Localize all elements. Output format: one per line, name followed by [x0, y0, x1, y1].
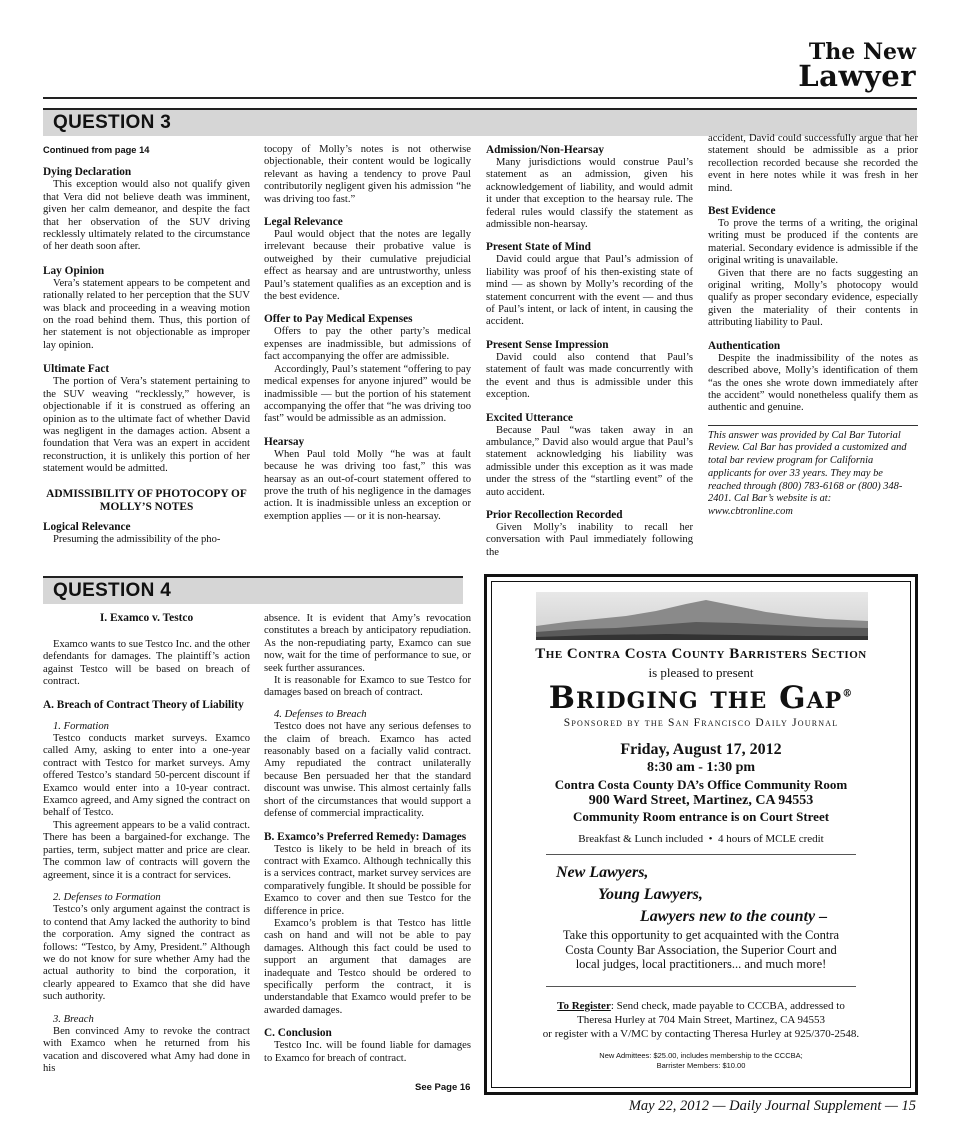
bridging-the-gap-ad	[484, 574, 918, 1095]
heading-excited-utterance: Excited Utterance	[486, 411, 573, 424]
paragraph: Because Paul “was taken away in an ambulance,” David also would argue that Paul’s statement acknowledging his liability was admissible under this exception as it was made under the stress of the “startling event” of the auto accident.	[486, 424, 693, 498]
ad-fee-members: Barrister Members: $10.00	[656, 1061, 746, 1070]
paragraph: This agreement appears to be a valid contract. There has been a bargained-for exchange. The parties, term, subject matter and price are clear. The common law of contracts will govern the agreement, since it is a contract for services.	[43, 819, 250, 881]
ad-included: Breakfast & Lunch included • 4 hours of MCLE credit	[578, 833, 824, 845]
ad-tagline-1: New Lawyers,	[556, 864, 649, 881]
question-4-title: QUESTION 4	[53, 580, 172, 601]
paragraph: Ben convinced Amy to revoke the contract with Examco when he returned from his vacation and discovered what Amy had done in his	[43, 1025, 250, 1075]
heading-authentication: Authentication	[708, 339, 781, 352]
paragraph: Examco’s problem is that Testco has little cash on hand and will not be able to pay damages. Although this fact could be used to support an argument that damages are inadequate and Testco should be ordered to specifically perform the contract, it is understandable that Examco would prefer to be awarded damages.	[264, 917, 471, 1016]
ad-event-name: Bridging the Gap	[548, 680, 843, 716]
paragraph: Testco’s only argument against the contract is to contend that Amy lacked the authority to bind the corporation. Amy signed the contract as follows: “Testco, by Amy, President.” Although we do not know for sure whether Amy had the actual authority to bind the corporation, it clearly appeared to Examco that she did have such authority.	[43, 904, 250, 1003]
paragraph: Accordingly, Paul’s statement “offering to pay medical expenses for anyone injured” would be inadmissible — but the portion of his statement accompanying the offer that “he was driving too fast” would be admissible as an admission.	[264, 363, 471, 425]
paragraph: Despite the inadmissibility of the notes as described above, Molly’s identification of them “as the ones she wrote down immediately after the accident” would nonetheless qualify them as authentic and genuine.	[708, 352, 918, 414]
heading-conclusion: C. Conclusion	[264, 1027, 332, 1040]
masthead-line2: Lawyer	[798, 58, 916, 93]
paragraph: When Paul told Molly “he was at fault because he was driving too fast,” this was hearsay as an out-of-court statement offered to prove the truth of his negligence in the damages action. It is inadmissible unless an exception or exemption applies — or it is non-hearsay.	[264, 448, 471, 522]
paragraph: Paul would object that the notes are legally irrelevant because their probative value is outweighed by their cumulative prejudicial effect as hearsay and are untrustworthy, unless Paul’s statement qualifies as an exception and is the best evidence.	[264, 229, 471, 303]
paragraph: David could also contend that Paul’s statement of fault was made concurrently with the event and thus is admissible under this exception.	[486, 351, 693, 401]
heading-defenses-to-formation: 2. Defenses to Formation	[53, 891, 161, 903]
paragraph: tocopy of Molly’s notes is not otherwise objectionable, their content would be logically relevant as having a tendency to prove Paul contributorily negligent given his admission “he was driving too fast.”	[264, 144, 471, 205]
heading-hearsay: Hearsay	[264, 435, 305, 448]
q3-column-3	[486, 144, 693, 559]
ad-venue: Contra Costa County DA’s Office Community Room	[554, 777, 848, 792]
heading-breach-theory: A. Breach of Contract Theory of Liability	[43, 698, 244, 711]
paragraph: Testco is likely to be held in breach of its contract with Examco. Although technically this is a services contract, market survey services are comparatively fungible. It should be possible for Examco to cover and then sue Testco for the difference in price.	[264, 843, 471, 917]
ad-inner-border	[491, 581, 911, 1088]
tutorial-credit: This answer was provided by Cal Bar Tutorial Review. Cal Bar has provided a customized and total bar review program for California applicants for over 33 years. They may be reached through (800) 783-6168 or (800) 348-2401. Cal Bar’s website is at: www.cbtronline.com	[708, 425, 918, 519]
masthead	[798, 39, 916, 93]
paragraph: To prove the terms of a writing, the original writing must be produced if the contents are material. Secondary evidence is admissible if the original writing is unavailable.	[708, 218, 918, 267]
heading-lay-opinion: Lay Opinion	[43, 264, 105, 277]
registered-mark: ®	[842, 688, 854, 700]
ad-sponsor: Sponsored by the San Francisco Daily Journal	[563, 717, 839, 729]
masthead-rule	[43, 97, 917, 99]
q3-column-4	[708, 133, 918, 519]
heading-dying-declaration: Dying Declaration	[43, 166, 132, 179]
paragraph: This exception would also not qualify given that Vera did not believe death was imminent, given her calm demeanor, and despite the fact that her observation of the SUV driving recklessly ultimately related to the circumstance of her death soon after.	[43, 179, 250, 253]
paragraph: Offers to pay the other party’s medical expenses are inadmissible, but admissions of fact accompanying the offer are admissible.	[264, 326, 471, 363]
ad-opportunity: Take this opportunity to get acquainted with the Contra Costa County Bar Association, the Superior Court and local judges, local practitioners... and much more!	[562, 928, 840, 971]
paragraph: accident, David could successfully argue that her statement should be admissible as a prior recollection recorded because she recorded the event in here notes while it was fresh in her mind.	[708, 133, 918, 194]
ad-date: Friday, August 17, 2012	[620, 741, 782, 758]
ad-present-line: is pleased to present	[648, 665, 754, 680]
paragraph: Given that there are no facts suggesting an original writing, Molly’s photocopy would qualify as proper secondary evidence, especially given the materiality of their contents in attributing liability to Paul.	[708, 267, 918, 329]
heading-ultimate-fact: Ultimate Fact	[43, 363, 110, 376]
register-label: To Register	[557, 1000, 611, 1012]
paragraph: Examco wants to sue Testco Inc. and the other defendants for damages. The plaintiff’s action against Testco will be based on breach of contract.	[43, 639, 250, 688]
paragraph: Vera’s statement appears to be competent and rationally related to her perception that the SUV was black and proceeding in a weaving motion on the road behind them. Thus, this portion of her statement is not objectionable as improper lay opinion.	[43, 277, 250, 351]
paragraph: Many jurisdictions would construe Paul’s statement as an admission, given his acknowledgement of liability, and would admit it under that exception to the hearsay rule. The federal rules would classify the statement as admissible non-hearsay.	[486, 157, 693, 231]
ad-tagline-2: Young Lawyers,	[598, 886, 703, 903]
footer-date-line: May 22, 2012 — Daily Journal Supplement — 15	[628, 1098, 916, 1114]
q4-column-1	[43, 608, 250, 1076]
heading-prior-recollection: Prior Recollection Recorded	[486, 508, 623, 521]
ad-register-line	[498, 1000, 904, 1012]
question-3-title: QUESTION 3	[53, 112, 172, 133]
heading-admissibility: ADMISSIBILITY OF PHOTOCOPY OF MOLLY’S NOTES	[46, 487, 247, 513]
heading-preferred-remedy: B. Examco’s Preferred Remedy: Damages	[264, 830, 467, 843]
ad-event-title	[498, 680, 904, 716]
q3-column-1	[43, 144, 250, 546]
ad-register-phone: or register with a V/MC by contacting Theresa Hurley at 925/370-2548.	[542, 1028, 860, 1040]
heading-formation: 1. Formation	[53, 720, 109, 732]
heading-logical-relevance: Logical Relevance	[43, 520, 131, 533]
register-text: : Send check, made payable to CCCBA, addressed to	[610, 1000, 845, 1012]
paragraph: Testco does not have any serious defenses to the claim of breach. Examco has acted reasonably based on a facially valid contract. Amy repudiated the contract unilaterally because Ben persuaded her that the standard discount was unwise. This almost certainly falls short of the circumstances that would support a defense of commercial impracticality.	[264, 721, 471, 820]
paragraph: It is reasonable for Examco to sue Testco for damages based on breach of contract.	[264, 675, 471, 699]
heading-legal-relevance: Legal Relevance	[264, 216, 343, 229]
paragraph: absence. It is evident that Amy’s revocation constitutes a breach by anticipatory repudiation. As the non-repudiating party, Examco can sue now, wait for the time of performance to sue, or seek further assurances.	[264, 613, 471, 674]
heading-breach: 3. Breach	[53, 1013, 94, 1025]
mountain-photo	[536, 592, 868, 640]
paragraph: Presuming the admissibility of the pho-	[53, 533, 221, 545]
question-3-header	[43, 108, 917, 136]
ad-divider	[546, 854, 856, 855]
ad-entrance: Community Room entrance is on Court Street	[572, 809, 830, 824]
paragraph: Testco Inc. will be found liable for damages to Examco for breach of contract.	[264, 1040, 471, 1064]
paragraph: Given Molly’s inability to recall her conversation with Paul immediately following the	[486, 521, 693, 558]
heading-admission-non-hearsay: Admission/Non-Hearsay	[486, 144, 604, 156]
ad-time: 8:30 am - 1:30 pm	[646, 760, 756, 775]
continued-label: Continued from page 14	[43, 145, 150, 155]
question-4-header	[43, 576, 463, 604]
ad-tagline-3: Lawyers new to the county –	[640, 908, 828, 925]
ad-fee-new: New Admittees: $25.00, includes membership to the CCCBA;	[599, 1051, 803, 1060]
paragraph: David could argue that Paul’s admission of liability was proof of his then-existing state of mind — as shown by Molly’s recording of the statement concurrent with the event — and thus of Paul’s intent, or lack of intent, in causing the accident.	[486, 254, 693, 328]
q3-column-2	[264, 144, 471, 523]
heading-defenses-to-breach: 4. Defenses to Breach	[274, 708, 367, 720]
heading-present-sense-impression: Present Sense Impression	[486, 338, 609, 351]
paragraph: The portion of Vera’s statement pertaining to the SUV weaving “recklessly,” however, is objectionable if it is construed as offering an opinion as to the ultimate fact of whether David was negligent in the damages action. Absent a foundation that Vera was an expert in accident reconstruction, it is unlikely this portion of her statement would be admitted.	[43, 376, 250, 475]
see-page-link: See Page 16	[415, 1082, 471, 1093]
ad-address: 900 Ward Street, Martinez, CA 94553	[588, 793, 814, 808]
heading-examco-v-testco: I. Examco v. Testco	[99, 612, 194, 624]
heading-offer-to-pay: Offer to Pay Medical Expenses	[264, 313, 413, 326]
ad-register-address: Theresa Hurley at 704 Main Street, Martinez, CA 94553	[576, 1014, 826, 1026]
ad-section-name: The Contra Costa County Barristers Section	[535, 646, 867, 662]
q4-column-2	[264, 613, 471, 1065]
paragraph: Testco conducts market surveys. Examco called Amy, asking to enter into a one-year contract with Testco for market surveys. Amy offered Testco’s standard 50-percent discount if Examco would enter into a 10-year contract. Examco agreed, and Amy signed the contract on behalf of Testco.	[43, 733, 250, 819]
heading-best-evidence: Best Evidence	[708, 205, 776, 218]
ad-divider-2	[546, 986, 856, 987]
heading-present-state-of-mind: Present State of Mind	[486, 241, 591, 254]
masthead-line1: The New	[808, 39, 916, 65]
